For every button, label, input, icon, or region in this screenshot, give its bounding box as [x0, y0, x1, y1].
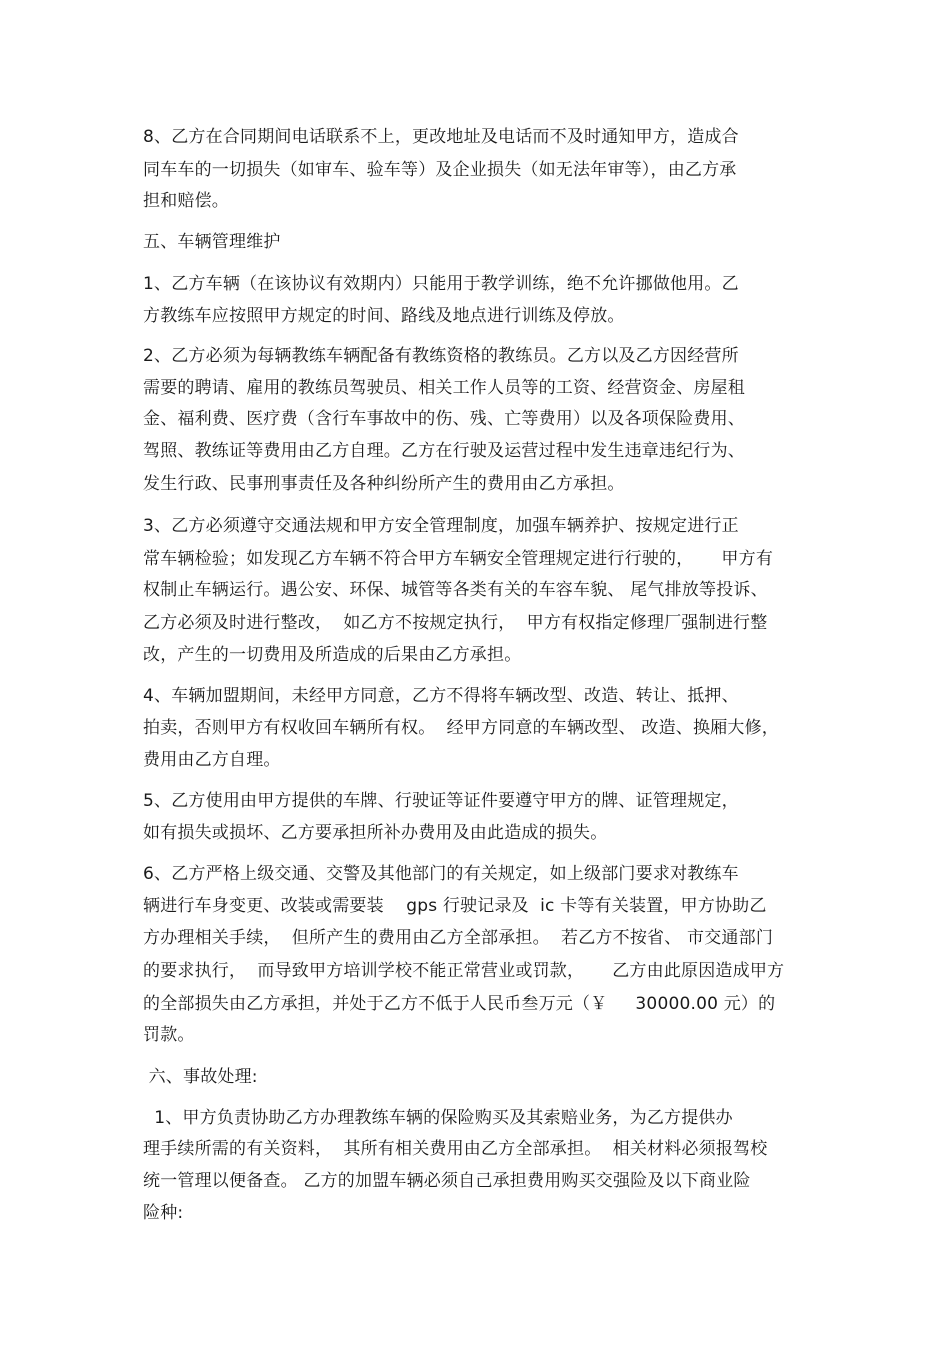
text-line: 驾照、教练证等费用由乙方自理。乙方在行驶及运营过程中发生违章违纪行为、 — [143, 441, 745, 461]
text-line: 发生行政、民事刑事责任及各种纠纷所产生的费用由乙方承担。 — [143, 474, 625, 494]
text-line: 权制止车辆运行。遇公安、环保、城管等各类有关的车容车貌、 尾气排放等投诉、 — [143, 580, 768, 600]
text-line: 统一管理以便备查。 乙方的加盟车辆必须自己承担费用购买交强险及以下商业险 — [143, 1171, 751, 1191]
text-line: 险种: — [143, 1203, 184, 1223]
text-line: 费用由乙方自理。 — [143, 750, 281, 770]
text-line: 6、乙方严格上级交通、交警及其他部门的有关规定，如上级部门要求对教练车 — [143, 864, 739, 884]
section-heading: 五、车辆管理维护 — [143, 232, 281, 252]
text-line: 8、乙方在合同期间电话联系不上，更改地址及电话而不及时通知甲方，造成合 — [143, 127, 739, 147]
text-line: 如有损失或损坏、乙方要承担所补办费用及由此造成的损失。 — [143, 823, 608, 843]
text-line: 辆进行车身变更、改装或需要装 gps 行驶记录及 ic 卡等有关装置，甲方协助乙 — [143, 896, 767, 916]
text-line: 3、乙方必须遵守交通法规和甲方安全管理制度，加强车辆养护、按规定进行正 — [143, 516, 739, 536]
text-line: 4、车辆加盟期间，未经甲方同意，乙方不得将车辆改型、改造、转让、抵押、 — [143, 686, 739, 706]
text-line: 需要的聘请、雇用的教练员驾驶员、相关工作人员等的工资、经营资金、房屋租 — [143, 378, 745, 398]
text-line: 1、甲方负责协助乙方办理教练车辆的保险购买及其索赔业务，为乙方提供办 — [143, 1108, 733, 1128]
text-line: 金、福利费、医疗费（含行车事故中的伤、残、亡等费用）以及各项保险费用、 — [143, 409, 745, 429]
text-line: 理手续所需的有关资料， 其所有相关费用由乙方全部承担。 相关材料必须报驾校 — [143, 1139, 768, 1159]
text-line: 常车辆检验；如发现乙方车辆不符合甲方车辆安全管理规定进行行驶的， 甲方有 — [143, 549, 774, 569]
text-line: 方办理相关手续， 但所产生的费用由乙方全部承担。 若乙方不按省、 市交通部门 — [143, 928, 774, 948]
text-line: 方教练车应按照甲方规定的时间、路线及地点进行训练及停放。 — [143, 306, 625, 326]
text-line: 同车车的一切损失（如审车、验车等）及企业损失（如无法年审等），由乙方承 — [143, 160, 737, 180]
text-line: 5、乙方使用由甲方提供的车牌、行驶证等证件要遵守甲方的牌、证管理规定， — [143, 791, 739, 811]
text-line: 担和赔偿。 — [143, 191, 229, 211]
text-line: 1、乙方车辆（在该协议有效期内）只能用于教学训练，绝不允许挪做他用。乙 — [143, 274, 739, 294]
text-line: 拍卖，否则甲方有权收回车辆所有权。 经甲方同意的车辆改型、 改造、换厢大修， — [143, 718, 780, 738]
text-line: 的要求执行， 而导致甲方培训学校不能正常营业或罚款， 乙方由此原因造成甲方 — [143, 961, 785, 981]
text-line: 改，产生的一切费用及所造成的后果由乙方承担。 — [143, 645, 522, 665]
text-line: 乙方必须及时进行整改， 如乙方不按规定执行， 甲方有权指定修理厂强制进行整 — [143, 613, 768, 633]
text-line: 罚款。 — [143, 1025, 195, 1045]
section-heading: 六、事故处理: — [143, 1067, 258, 1087]
text-line: 的全部损失由乙方承担，并处于乙方不低于人民币叁万元（￥ 30000.00 元）的 — [143, 994, 776, 1014]
text-line: 2、乙方必须为每辆教练车辆配备有教练资格的教练员。乙方以及乙方因经营所 — [143, 346, 739, 366]
